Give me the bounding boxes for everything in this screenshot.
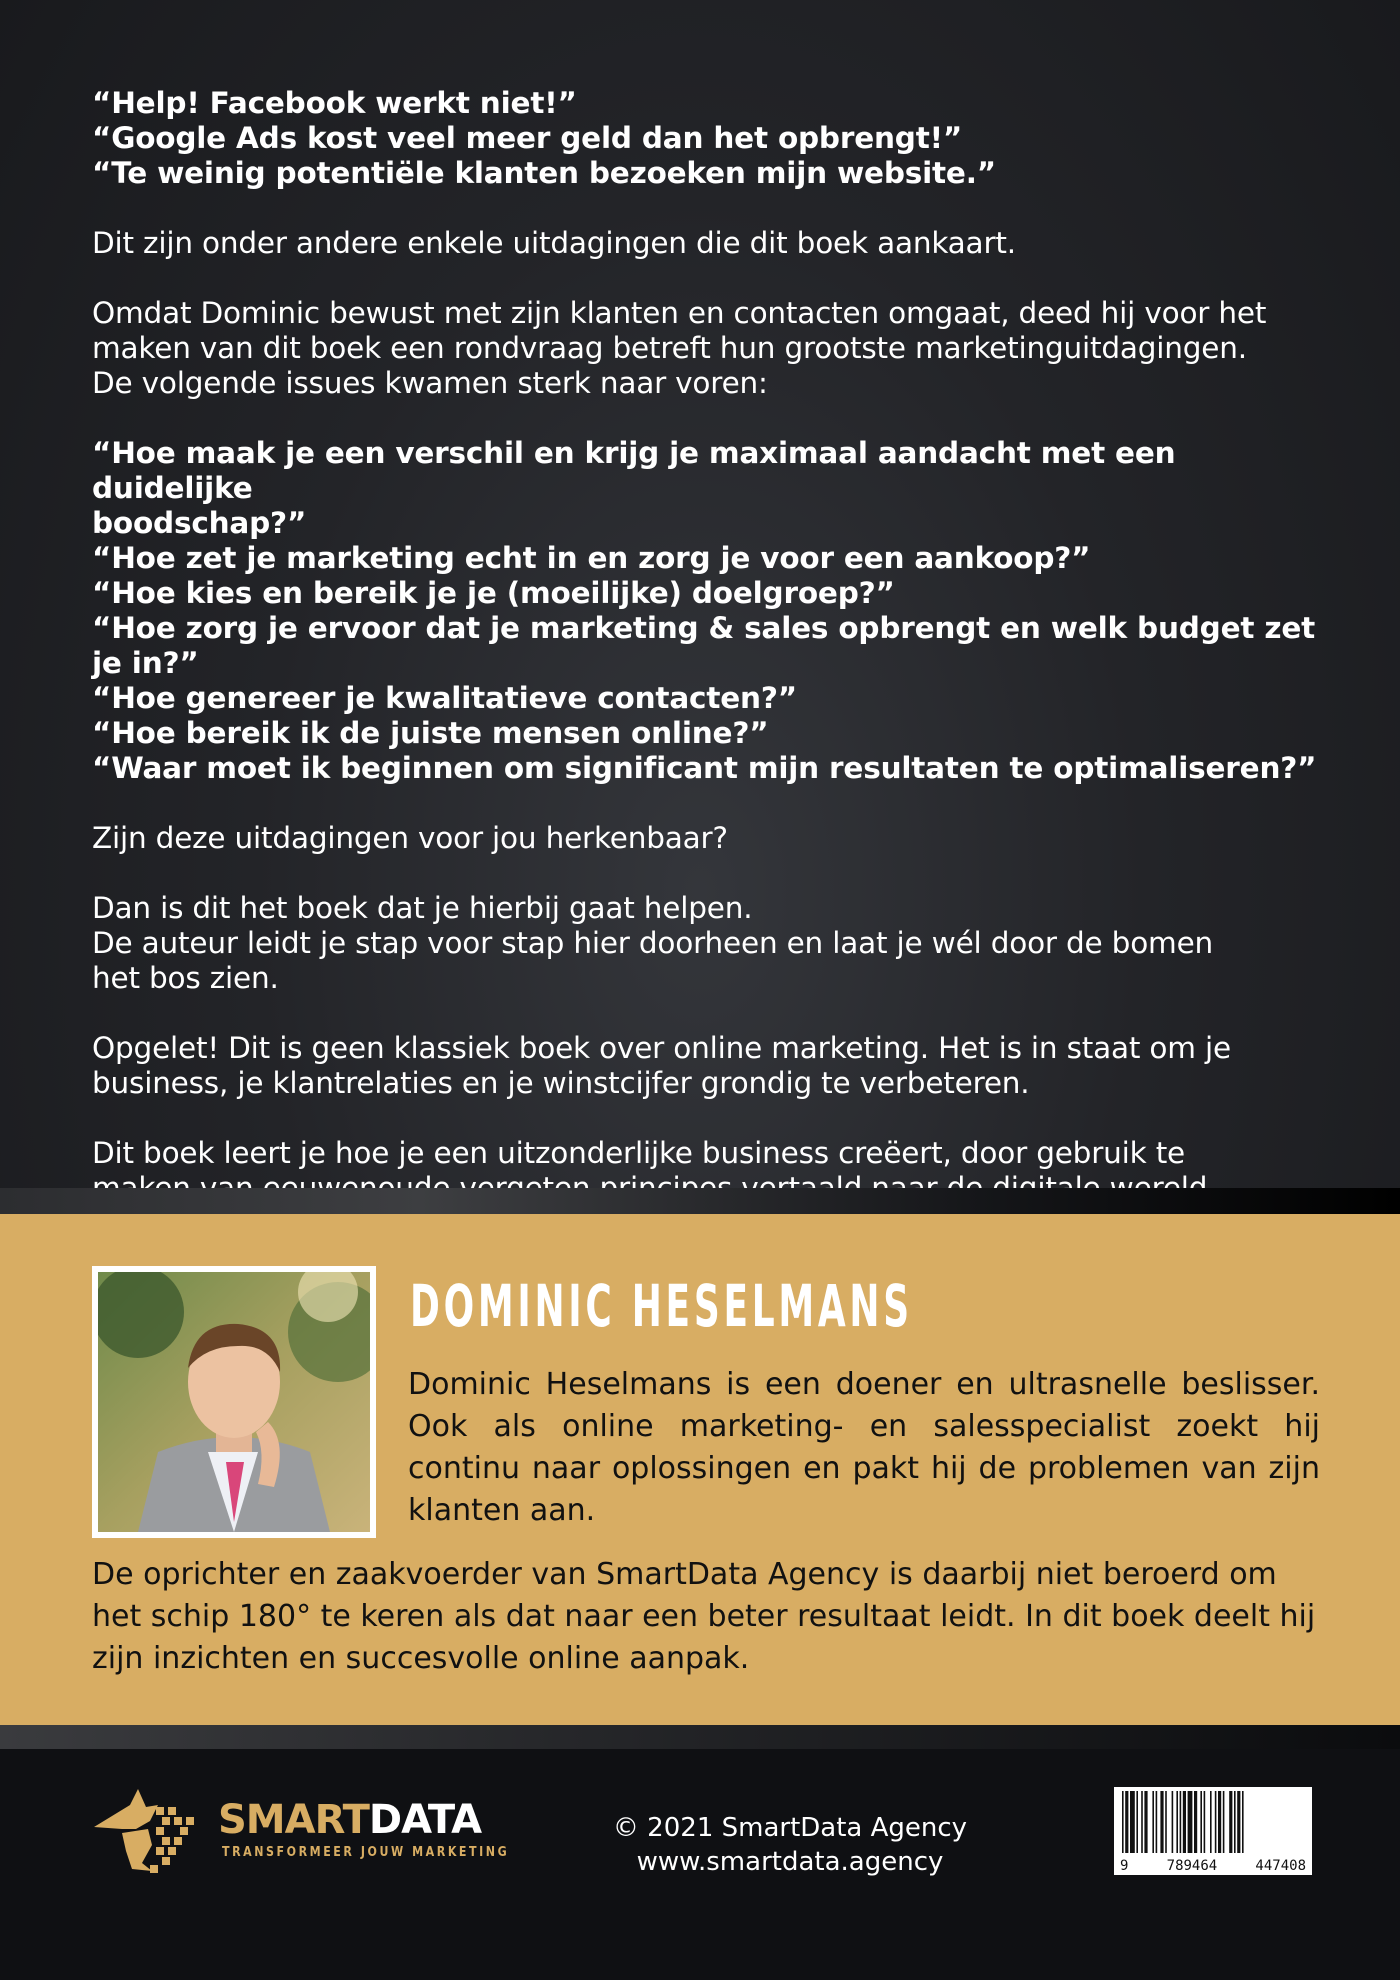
paragraph-line: business, je klantrelaties en je winstcijfer grondig te verbeteren. xyxy=(92,1066,1030,1100)
paragraph-line: De volgende issues kwamen sterk naar voren: xyxy=(92,366,768,400)
author-name: DOMINIC HESELMANS xyxy=(410,1272,913,1340)
logo-word-smart: SMART xyxy=(218,1797,369,1843)
author-photo xyxy=(92,1266,376,1538)
paragraph-line: maken van dit boek een rondvraag betreft hun grootste marketinguitdagingen. xyxy=(92,331,1247,365)
intro-quote: “Te weinig potentiële klanten bezoeken mijn website.” xyxy=(92,156,996,190)
author-section xyxy=(0,1214,1400,1725)
paragraph-help xyxy=(92,891,1332,996)
footer xyxy=(0,1749,1400,1980)
logo-word-data: DATA xyxy=(368,1797,482,1843)
divider-band xyxy=(0,1188,1400,1214)
question: boodschap?” xyxy=(92,506,307,540)
divider-band xyxy=(0,1725,1400,1749)
isbn-digit-group: 9 xyxy=(1120,1858,1129,1874)
paragraph-line: het bos zien. xyxy=(92,961,279,995)
intro-quotes xyxy=(92,86,1332,191)
question: “Hoe zorg je ervoor dat je marketing & sales opbrengt en welk budget zet je in?” xyxy=(92,611,1316,680)
website-text: www.smartdata.agency xyxy=(636,1847,944,1877)
paragraph-survey xyxy=(92,296,1332,401)
question: “Hoe bereik ik de juiste mensen online?” xyxy=(92,716,769,750)
question: “Hoe zet je marketing echt in en zorg je voor een aankoop?” xyxy=(92,541,1091,575)
intro-quote: “Google Ads kost veel meer geld dan het opbrengt!” xyxy=(92,121,963,155)
logo-tagline: TRANSFORMEER JOUW MARKETING xyxy=(222,1845,510,1860)
isbn-barcode xyxy=(1114,1787,1312,1875)
isbn-digits xyxy=(1120,1858,1306,1874)
fox-logo-icon xyxy=(92,1785,222,1877)
paragraph-line: Dit boek leert je hoe je een uitzonderlijke business creëert, door gebruik te xyxy=(92,1136,1186,1170)
isbn-digit-group: 789464 xyxy=(1166,1858,1218,1874)
author-bio-founder: De oprichter en zaakvoerder van SmartData Agency is daarbij niet beroerd om het schip 180° te keren als dat naar een beter resultaat leidt. In dit boek deelt hij zijn inzichten en succesvolle online aanpak. xyxy=(92,1557,1316,1676)
paragraph-recognizable: Zijn deze uitdagingen voor jou herkenbaar? xyxy=(92,821,728,855)
logo-wordmark xyxy=(218,1797,481,1843)
intro-quote: “Help! Facebook werkt niet!” xyxy=(92,86,577,120)
smartdata-logo xyxy=(92,1785,510,1877)
paragraph-attention xyxy=(92,1031,1332,1101)
question: “Waar moet ik beginnen om significant mijn resultaten te optimaliseren?” xyxy=(92,751,1317,785)
isbn-digit-group: 447408 xyxy=(1255,1858,1306,1874)
copyright-block xyxy=(560,1811,1020,1879)
question: “Hoe maak je een verschil en krijg je maximaal aandacht met een duidelijke xyxy=(92,436,1176,505)
author-bio-intro: Dominic Heselmans is een doener en ultrasnelle beslisser. Ook als online marketing- en salesspecialist zoekt hij continu naar oplossingen en pakt hij de problemen van zijn klanten aan. xyxy=(408,1367,1320,1528)
paragraph-line: De auteur leidt je stap voor stap hier doorheen en laat je wél door de bomen xyxy=(92,926,1214,960)
copyright-text: © 2021 SmartData Agency xyxy=(612,1813,968,1843)
question: “Hoe kies en bereik je je (moeilijke) doelgroep?” xyxy=(92,576,895,610)
paragraph-challenges: Dit zijn onder andere enkele uitdagingen die dit boek aankaart. xyxy=(92,226,1016,260)
question-list xyxy=(92,436,1332,786)
paragraph-line: Opgelet! Dit is geen klassiek boek over online marketing. Het is in staat om je xyxy=(92,1031,1231,1065)
back-cover-text xyxy=(92,86,1332,1241)
question: “Hoe genereer je kwalitatieve contacten?” xyxy=(92,681,797,715)
paragraph-line: Dan is dit het boek dat je hierbij gaat helpen. xyxy=(92,891,753,925)
paragraph-line: Omdat Dominic bewust met zijn klanten en contacten omgaat, deed hij voor het xyxy=(92,296,1267,330)
